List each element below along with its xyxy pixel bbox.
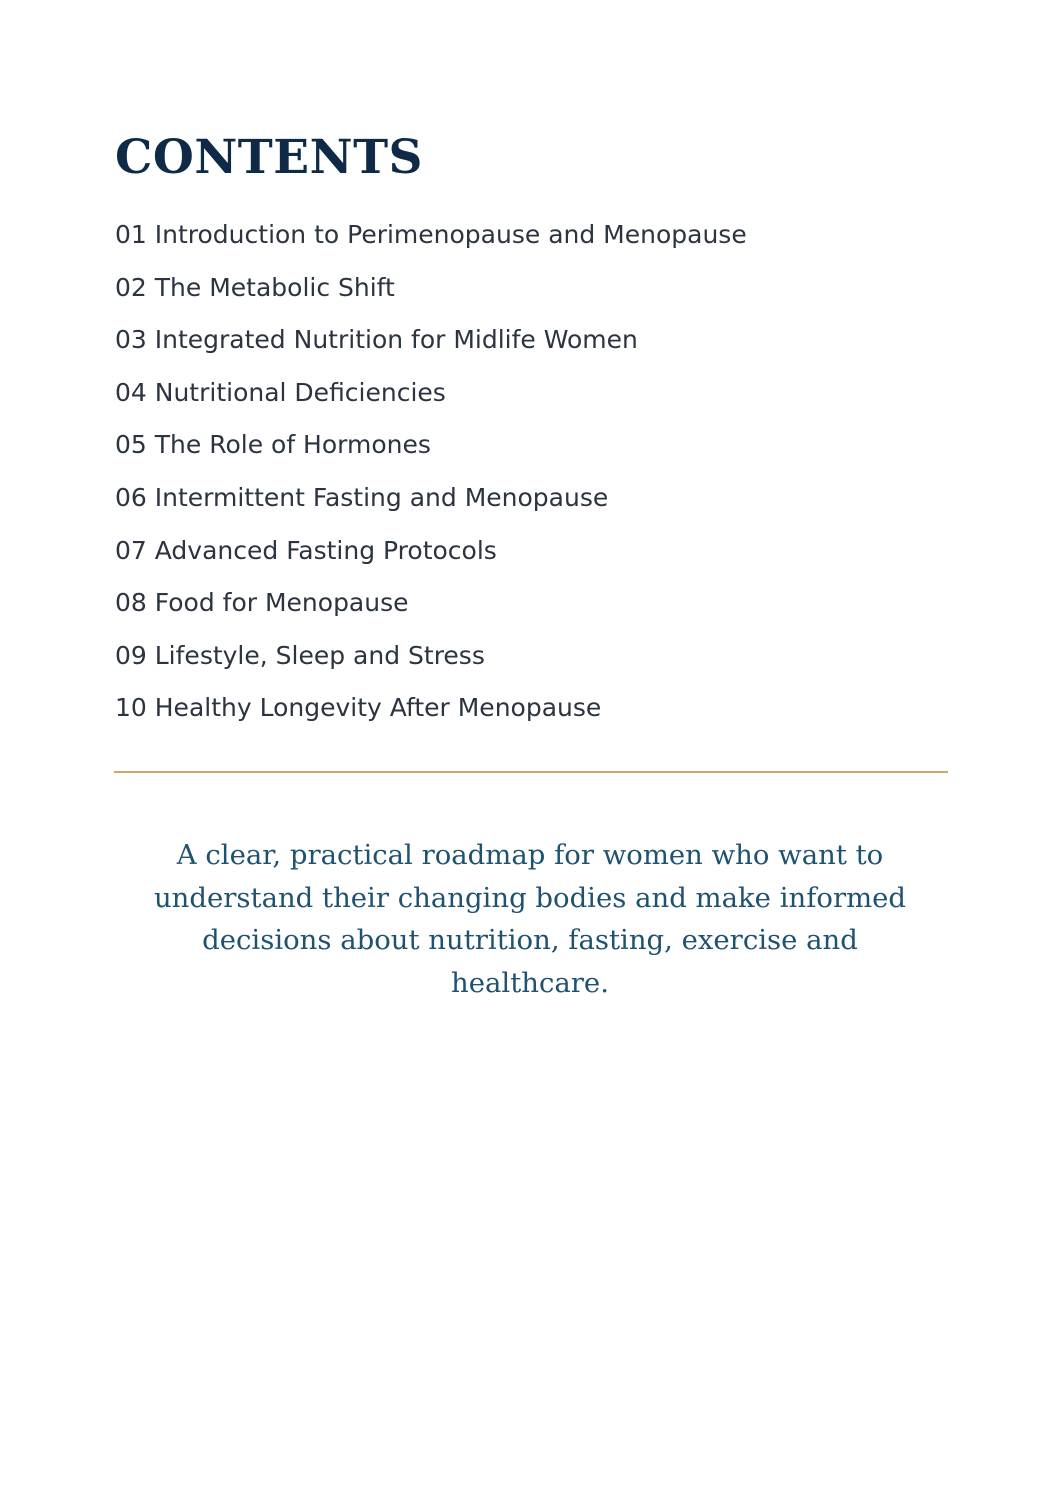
toc-item: 04 Nutritional Deficiencies — [115, 377, 446, 407]
table-of-contents — [115, 214, 747, 740]
toc-item: 08 Food for Menopause — [115, 588, 409, 618]
section-divider — [114, 771, 948, 773]
toc-item: 02 The Metabolic Shift — [115, 272, 395, 302]
toc-item: 07 Advanced Fasting Protocols — [115, 535, 497, 565]
toc-item: 05 The Role of Hormones — [115, 430, 431, 460]
toc-item: 09 Lifestyle, Sleep and Stress — [115, 640, 485, 670]
toc-item: 03 Integrated Nutrition for Midlife Women — [115, 325, 638, 355]
page-title: CONTENTS — [115, 130, 423, 185]
toc-item: 01 Introduction to Perimenopause and Menopause — [115, 220, 747, 249]
toc-item: 06 Intermittent Fasting and Menopause — [115, 482, 609, 512]
tagline: A clear, practical roadmap for women who want to understand their changing bodies and make informed decisions about nutrition, fasting, exercise and healthcare. — [153, 839, 907, 999]
toc-item: 10 Healthy Longevity After Menopause — [115, 693, 602, 723]
